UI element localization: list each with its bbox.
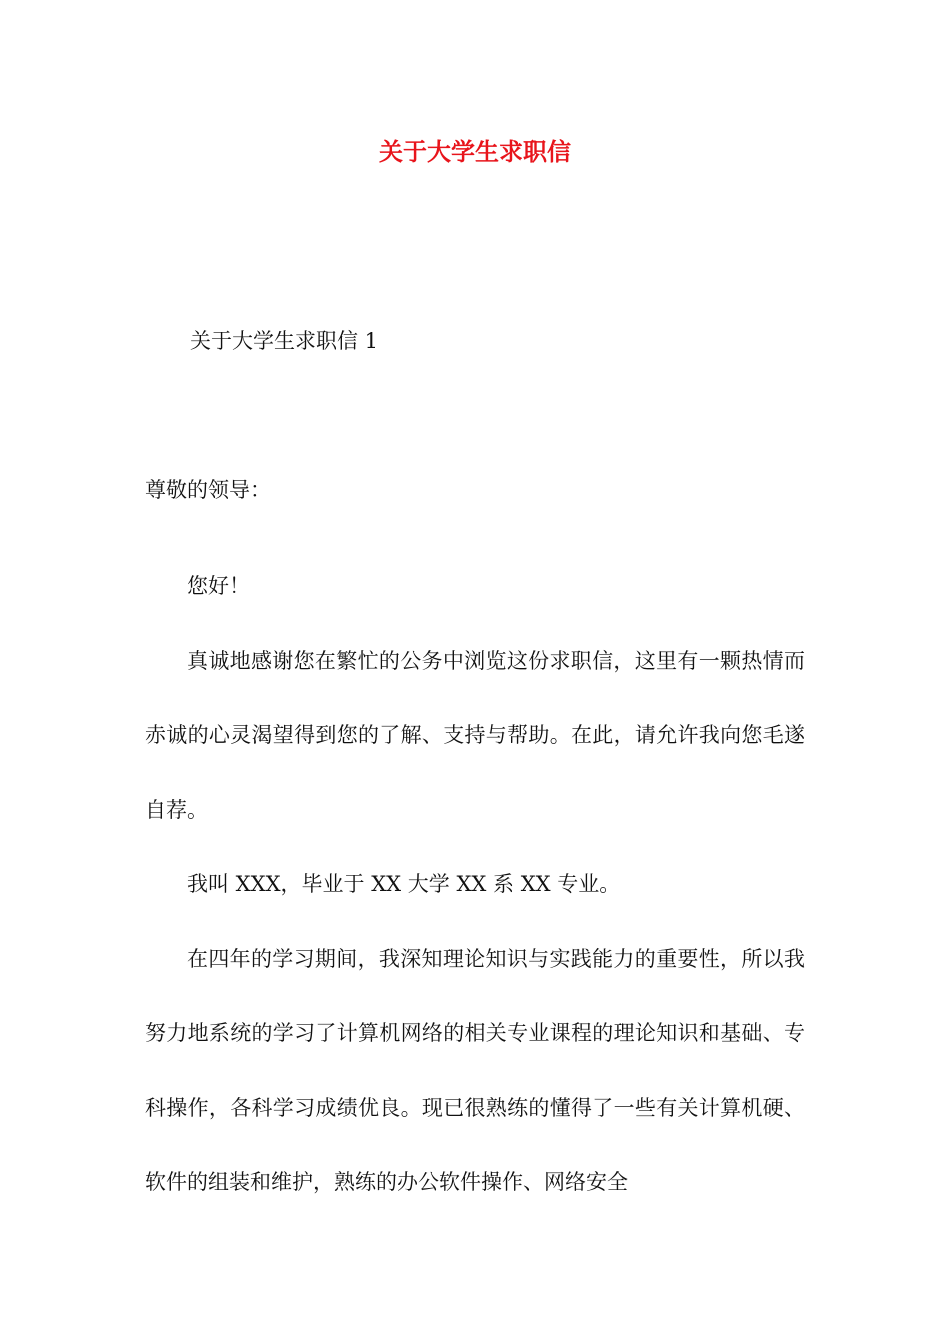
study-paragraph: 在四年的学习期间，我深知理论知识与实践能力的重要性，所以我努力地系统的学习了计算机网络的相关专业课程的理论知识和基础、专科操作，各科学习成绩优良。现已很熟练的懂得了一些有关计算机硬、软件的组装和维护，熟练的办公软件操作、网络安全 bbox=[145, 946, 805, 1194]
salutation: 尊敬的领导： bbox=[145, 478, 271, 502]
document-title: 关于大学生求职信 bbox=[379, 137, 571, 166]
thanks-paragraph: 真诚地感谢您在繁忙的公务中浏览这份求职信，这里有一颗热情而赤诚的心灵渴望得到您的了解、支持与帮助。在此，请允许我向您毛遂自荐。 bbox=[145, 648, 805, 822]
letter-body bbox=[145, 549, 805, 1220]
introduction-paragraph: 我叫 XXX，毕业于 XX 大学 XX 系 XX 专业。 bbox=[187, 872, 621, 896]
section-heading: 关于大学生求职信 1 bbox=[190, 329, 379, 353]
greeting-paragraph: 您好！ bbox=[187, 574, 250, 598]
